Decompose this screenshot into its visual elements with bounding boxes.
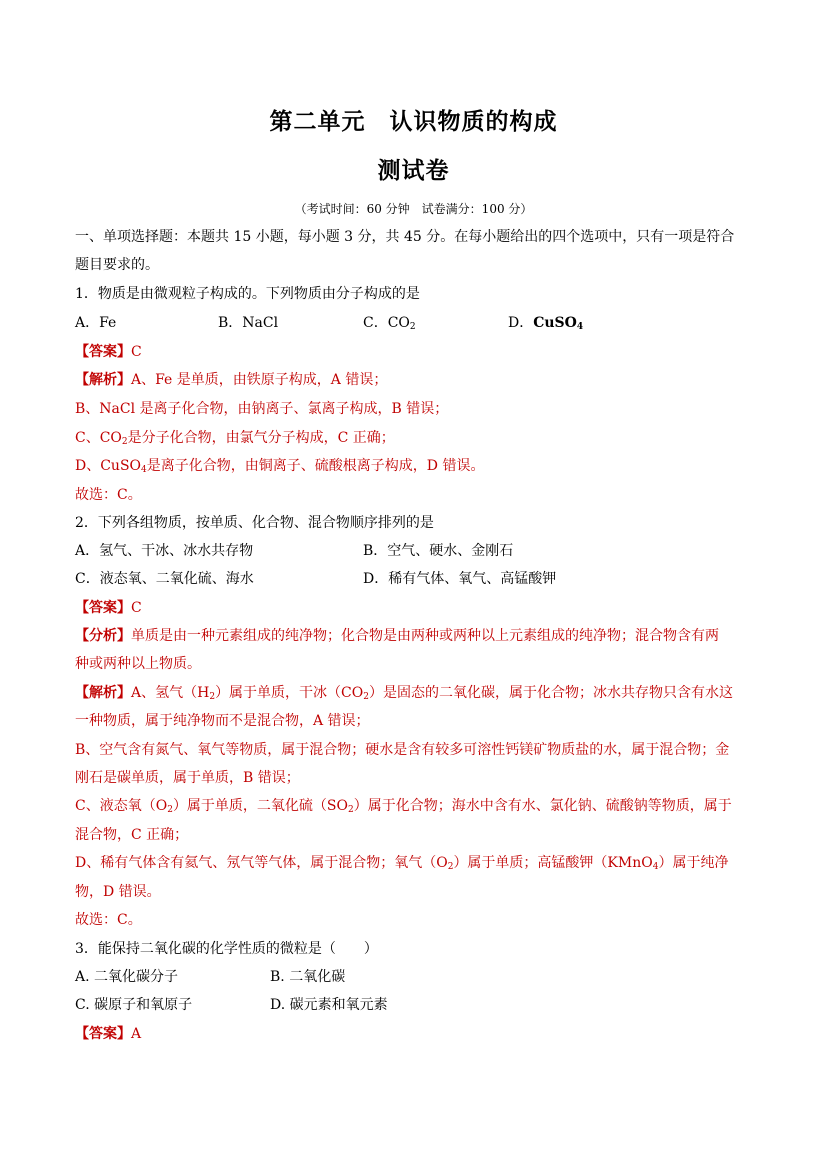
q2-a-s2: 2 [363, 692, 369, 702]
q2-d-s1: 2 [447, 862, 454, 872]
exam-info: （考试时间：60 分钟 试卷满分：100 分） [294, 202, 533, 216]
q2-c-p2: ）属于单质，二氧化硫（SO [172, 798, 349, 814]
q1-option-a: A．Fe [75, 315, 117, 331]
q1-option-d-formula: CuSO [533, 315, 577, 331]
answer-tag: 【答案】 [75, 344, 131, 360]
q2-option-d: D．稀有气体、氧气、高锰酸钾 [363, 571, 557, 587]
answer-tag: 【答案】 [75, 1026, 131, 1042]
q1-answer-value: C [131, 344, 142, 360]
q3-option-d: D. 碳元素和氧元素 [270, 997, 388, 1013]
page-title: 第二单元 认识物质的构成 [269, 109, 558, 135]
q1-option-d-sub: 4 [576, 322, 584, 332]
q2-answer [75, 598, 765, 618]
q1-analysis-d-post: 是离子化合物，由铜离子、硫酸根离子构成，D 错误。 [146, 458, 485, 474]
q1-option-d-label: D． [508, 315, 534, 331]
q2-d-s2: 4 [652, 862, 659, 872]
q2-a-p3: ）是固态的二氧化碳，属于化合物；冰水共存物只含有水这 [369, 685, 733, 701]
q1-analysis-d-sub: 4 [141, 465, 147, 475]
analysis-tag: 【解析】 [75, 372, 131, 388]
q1-analysis-b: B、NaCl 是离子化合物，由钠离子、氯离子构成，B 错误； [75, 401, 449, 417]
q3-option-b: B. 二氧化碳 [270, 969, 346, 985]
q2-analysis-a-line2: 一种物质，属于纯净物而不是混合物，A 错误； [75, 713, 370, 729]
q2-c-s1: 2 [167, 805, 173, 815]
q2-fenxi-text: 单质是由一种元素组成的纯净物；化合物是由两种或两种以上元素组成的纯净物；混合物含有两 [131, 628, 719, 644]
q1-option-d [508, 313, 583, 337]
section-intro-line1: 一、单项选择题：本题共 15 小题，每小题 3 分，共 45 分。在每小题给出的四个选项中，只有一项是符合 [75, 229, 735, 245]
q2-a-p2: ）属于单质，干冰（CO [215, 685, 364, 701]
q2-option-a: A．氢气、干冰、冰水共存物 [75, 543, 254, 559]
q3-stem: 3．能保持二氧化碳的化学性质的微粒是（ ） [75, 941, 378, 957]
q2-analysis-a-line1 [75, 683, 765, 707]
q2-conclusion: 故选：C。 [75, 912, 142, 928]
q3-answer [75, 1024, 765, 1044]
q2-option-c: C．液态氧、二氧化硫、海水 [75, 571, 254, 587]
q2-a-p1: A、氢气（H [131, 685, 210, 701]
q2-analysis-d-line1 [75, 853, 765, 877]
q3-answer-value: A [131, 1026, 142, 1042]
q1-conclusion: 故选：C。 [75, 487, 142, 503]
q3-option-c: C. 碳原子和氧原子 [75, 997, 193, 1013]
fenxi-tag: 【分析】 [75, 628, 131, 644]
q1-stem: 1．物质是由微观粒子构成的。下列物质由分子构成的是 [75, 286, 420, 302]
q1-analysis-a [75, 370, 765, 390]
q2-analysis-b-line2: 刚石是碳单质，属于单质，B 错误； [75, 770, 300, 786]
q2-c-p1: C、液态氧（O [75, 798, 168, 814]
q2-analysis-c-line2: 混合物，C 正确； [75, 827, 189, 843]
q1-option-b: B．NaCl [218, 315, 279, 331]
q2-fenxi-line1 [75, 626, 765, 646]
q2-c-s2: 2 [348, 805, 354, 815]
q2-stem: 2．下列各组物质，按单质、化合物、混合物顺序排列的是 [75, 515, 434, 531]
q1-answer [75, 342, 765, 362]
q1-analysis-c [75, 428, 765, 452]
q2-c-p3: ）属于化合物；海水中含有水、氯化钠、硫酸钠等物质，属于 [353, 798, 732, 814]
page-subtitle: 测试卷 [377, 158, 450, 184]
q1-option-c [363, 313, 416, 337]
q1-option-c-text: C．CO [363, 315, 410, 331]
q1-analysis-c-pre: C、CO [75, 430, 122, 446]
q2-d-p3: ）属于纯净 [658, 855, 729, 871]
q2-fenxi-line2: 种或两种以上物质。 [75, 656, 201, 672]
q1-analysis-d-pre: D、CuSO [75, 458, 142, 474]
q2-analysis-b-line1: B、空气含有氮气、氧气等物质，属于混合物；硬水是含有较多可溶性钙镁矿物质盐的水，属于混合物；金 [75, 742, 730, 758]
q2-d-p2: ）属于单质；高锰酸钾（KMnO [453, 855, 653, 871]
q2-option-b: B．空气、硬水、金刚石 [363, 543, 514, 559]
q1-option-c-sub: 2 [409, 322, 416, 332]
q1-analysis-a-text: A、Fe 是单质，由铁原子构成，A 错误； [131, 372, 388, 388]
q1-analysis-c-sub: 2 [121, 437, 128, 447]
analysis-tag: 【解析】 [75, 685, 131, 701]
q3-option-a: A. 二氧化碳分子 [75, 969, 179, 985]
q2-answer-value: C [131, 600, 142, 616]
q1-analysis-c-post: 是分子化合物，由氯气分子构成，C 正确； [127, 430, 395, 446]
q1-analysis-d [75, 456, 765, 480]
q2-d-p1: D、稀有气体含有氦气、氖气等气体，属于混合物；氧气（O [75, 855, 448, 871]
q2-a-s1: 2 [209, 692, 216, 702]
section-intro-line2: 题目要求的。 [75, 257, 159, 273]
q2-analysis-c-line1 [75, 796, 765, 820]
answer-tag: 【答案】 [75, 600, 131, 616]
q2-analysis-d-line2: 物，D 错误。 [75, 884, 161, 900]
